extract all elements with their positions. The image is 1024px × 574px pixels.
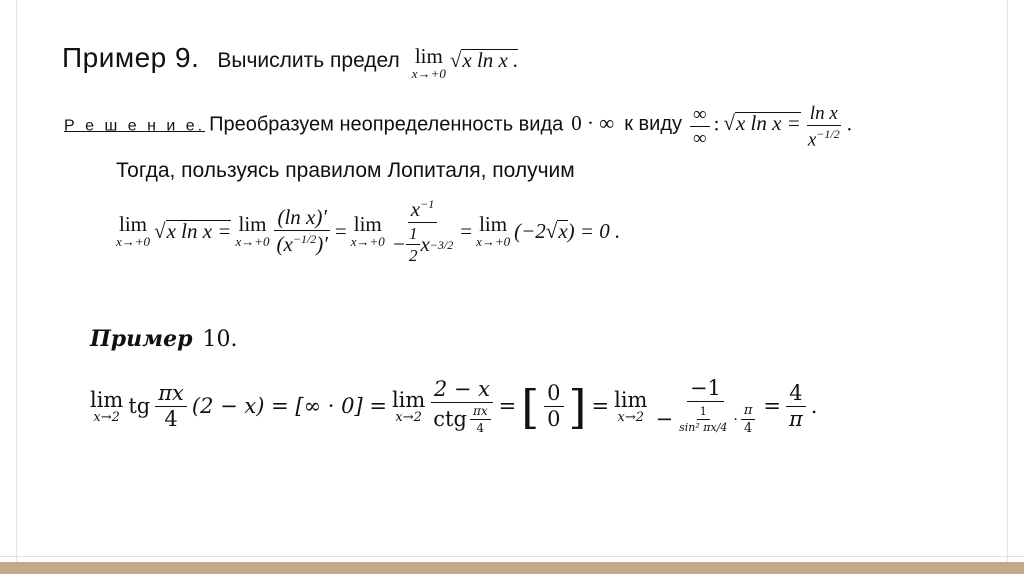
num-base: x	[410, 197, 421, 221]
lim-text: lim	[90, 387, 124, 412]
to-form-text: к виду	[624, 113, 683, 136]
equals: =	[498, 394, 517, 418]
result-fraction	[786, 383, 806, 430]
sqrt-content: x ln x .	[462, 48, 519, 72]
lim-text: lim	[391, 387, 426, 412]
pix-over-4	[155, 383, 187, 430]
frac-den: 4	[164, 407, 178, 431]
rewrite-left: √x ln x =	[723, 111, 801, 136]
expr-end: ) = 0 .	[567, 219, 621, 243]
lim-text: lim	[614, 387, 648, 412]
frac-num: ln x	[807, 104, 841, 126]
den-exp: −1/2	[292, 232, 317, 246]
lim-subscript: x→+0	[411, 66, 446, 82]
lim-subscript: x→+0	[350, 234, 385, 249]
right-bracket: ]	[568, 379, 587, 434]
sqrt-content: x ln x =	[166, 219, 232, 243]
lim-text: lim	[479, 212, 508, 236]
expr-1: √x ln x =	[154, 219, 232, 243]
example10-title-num: 10.	[202, 327, 238, 352]
derivative-fraction	[389, 198, 456, 264]
rewrite-end: .	[846, 111, 852, 136]
bottom-accent-bar	[0, 562, 1024, 574]
frac-num: πx	[470, 405, 491, 420]
lim-text: lim	[238, 212, 267, 236]
lim-text: lim	[414, 44, 443, 69]
tg-function: tg	[128, 394, 151, 418]
limit-2	[391, 387, 426, 425]
lhopital-text: Тогда, пользуясь правилом Лопиталя, получим	[116, 159, 575, 182]
frac-den: ∞	[693, 128, 707, 150]
equals: =	[460, 218, 473, 243]
frac-num: (ln x)′	[274, 207, 330, 231]
limit-1	[90, 387, 124, 425]
dot: ·	[733, 411, 738, 428]
frac-num: ∞	[690, 105, 710, 127]
rewrite-fraction	[805, 104, 843, 149]
expr-4: (−2√x) = 0 .	[514, 219, 621, 243]
frac-den	[274, 231, 331, 255]
frac-num: 4	[786, 383, 805, 407]
expr-start: (−2	[514, 219, 546, 243]
example9-limit-chain	[116, 198, 620, 264]
frac-den	[652, 402, 758, 435]
den-exp: −3/2	[429, 237, 454, 252]
ctg-function: ctg	[433, 407, 467, 431]
lim-subscript: x→+0	[116, 234, 151, 249]
frac-den	[805, 126, 843, 149]
bottom-divider	[0, 556, 1024, 557]
sqrt-content: x ln x =	[735, 111, 801, 136]
solution-line	[64, 104, 852, 149]
limit-3	[614, 387, 648, 425]
example9-title: Пример 9.	[62, 42, 200, 73]
frac-den: 4	[743, 421, 753, 436]
frac-den: 2	[408, 246, 418, 265]
sqrt-content: x	[558, 219, 568, 243]
lim-subscript: x→+0	[476, 234, 511, 249]
num-exp: −1	[420, 197, 435, 211]
lim-subscript: x→2	[93, 409, 120, 425]
frac-num: 2 − x	[431, 379, 493, 403]
limit-1	[116, 214, 150, 248]
final-fraction	[652, 378, 758, 435]
frac-num: 0	[544, 383, 563, 407]
slide-frame-right	[1007, 0, 1008, 562]
frac-num: πx	[155, 383, 187, 407]
den-exp: −1/2	[816, 127, 840, 141]
frac-num: 1	[406, 225, 421, 245]
lim-text: lim	[353, 212, 382, 236]
lim-subscript: x→2	[395, 409, 422, 425]
product-expr: (2 − x) = [∞ · 0] =	[191, 394, 387, 418]
period: .	[810, 394, 818, 418]
solution-label: Р е ш е н и е.	[64, 117, 206, 135]
example10-heading	[90, 328, 237, 351]
frac-num: π	[741, 404, 756, 420]
den-close: )′	[316, 232, 328, 256]
frac-den: 4	[476, 421, 485, 435]
frac-den	[430, 403, 493, 434]
den-base: (x	[276, 232, 293, 256]
minus-sign: −	[655, 407, 674, 431]
left-bracket: [	[521, 379, 540, 434]
pi-over-4	[741, 404, 756, 435]
frac-den: π	[788, 407, 803, 431]
frac-num: 1	[697, 406, 710, 420]
frac-den: 0	[547, 407, 561, 431]
example10-limit-chain	[90, 378, 817, 435]
indeterminate-form: 0 · ∞	[571, 111, 615, 136]
equals: =	[763, 394, 781, 418]
equals: =	[334, 218, 347, 243]
colon: :	[713, 111, 720, 136]
den-base: x	[807, 129, 817, 151]
half-fraction	[406, 225, 421, 264]
example10-title-word: Пример	[90, 326, 193, 352]
frac-num: −1	[687, 378, 724, 402]
ctg-fraction	[430, 379, 493, 434]
example9-heading-line	[62, 44, 518, 80]
example9-task-expr: √x ln x .	[449, 48, 519, 72]
zero-over-zero	[544, 383, 563, 430]
lim-subscript: x→2	[617, 409, 645, 425]
example9-task-limit	[412, 46, 446, 80]
frac-den	[389, 223, 456, 264]
inverse-sine-fraction	[676, 406, 730, 433]
frac-num	[408, 198, 437, 223]
infinity-fraction	[690, 105, 710, 148]
solution-text: Преобразуем неопределенность вида	[209, 113, 564, 136]
lim-text: lim	[119, 212, 148, 236]
example9-task-text: Вычислить предел	[217, 49, 400, 72]
limit-3	[351, 214, 385, 248]
lim-subscript: x→+0	[235, 234, 270, 249]
equals: =	[591, 394, 610, 418]
den-base: x	[420, 232, 430, 256]
frac-den: sin² πx/4	[679, 421, 728, 434]
lhopital-fraction	[274, 207, 331, 255]
limit-4	[476, 214, 510, 248]
small-fraction	[470, 405, 491, 434]
slide-frame-left	[16, 0, 17, 562]
minus-sign: −	[391, 232, 406, 256]
limit-2	[235, 214, 269, 248]
